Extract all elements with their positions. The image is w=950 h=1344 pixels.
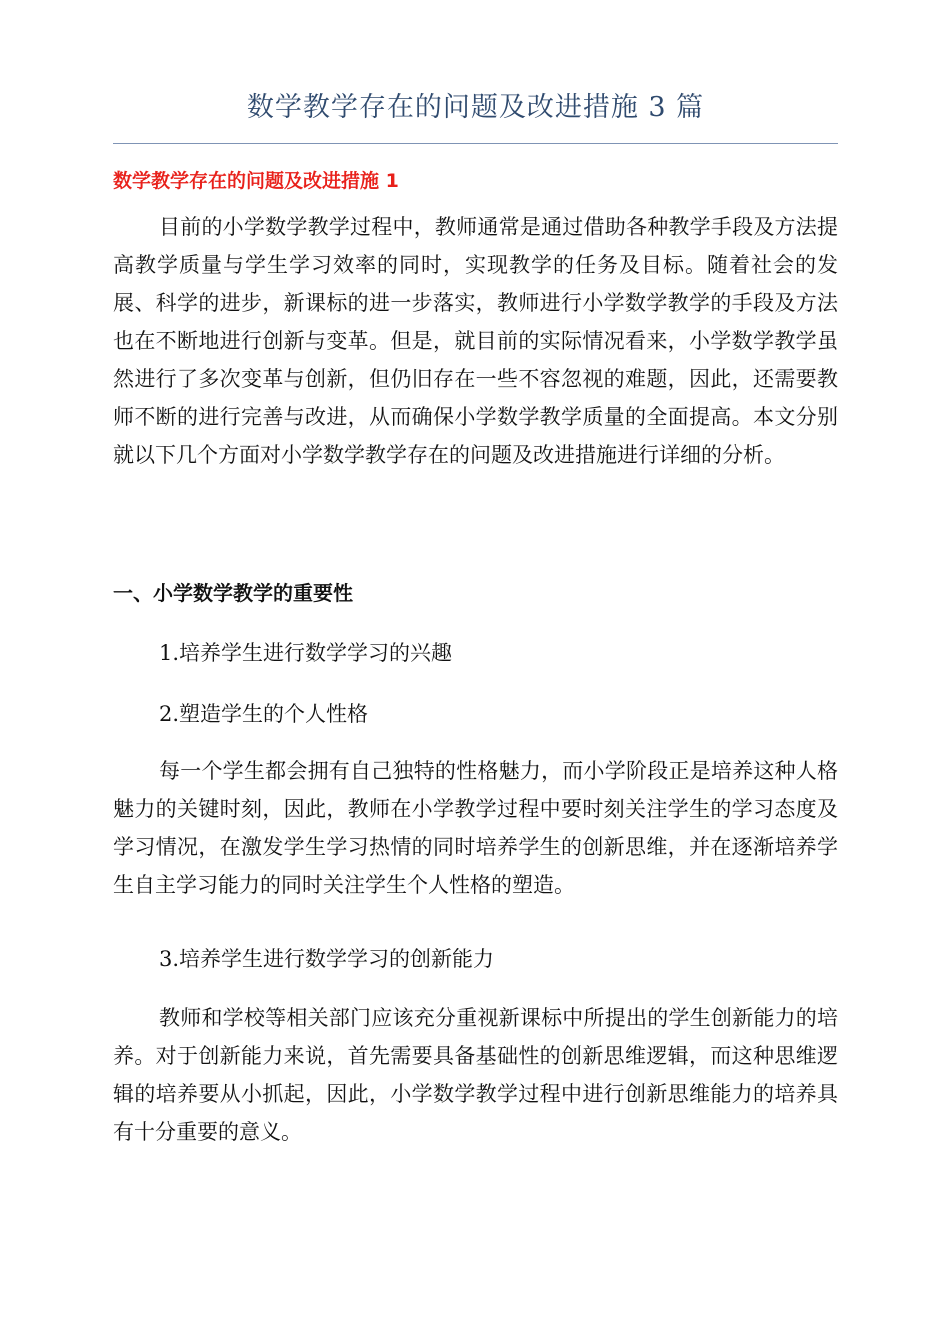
- intro-paragraph: 目前的小学数学教学过程中，教师通常是通过借助各种教学手段及方法提高教学质量与学生学习效率的同时，实现教学的任务及目标。随着社会的发展、科学的进步，新课标的进一步落实，教师进行小学数学教学的手段及方法也在不断地进行创新与变革。但是，就目前的实际情况看来，小学数学教学虽然进行了多次变革与创新，但仍旧存在一些不容忽视的难题，因此，还需要教师不断的进行完善与改进，从而确保小学数学教学质量的全面提高。本文分别就以下几个方面对小学数学教学存在的问题及改进措施进行详细的分析。: [113, 215, 838, 467]
- list-item-interest: 1.培养学生进行数学学习的兴趣: [159, 641, 453, 665]
- paragraph-innovation: 教师和学校等相关部门应该充分重视新课标中所提出的学生创新能力的培养。对于创新能力来说，首先需要具备基础性的创新思维逻辑，而这种思维逻辑的培养要从小抓起，因此，小学数学教学过程中进行创新思维能力的培养具有十分重要的意义。: [113, 1006, 838, 1144]
- heading-importance: 一、小学数学教学的重要性: [113, 581, 353, 605]
- document-title: 数学教学存在的问题及改进措施 3 篇: [246, 92, 705, 123]
- paragraph-personality: 每一个学生都会拥有自己独特的性格魅力，而小学阶段正是培养这种人格魅力的关键时刻，因此，教师在小学教学过程中要时刻关注学生的学习态度及学习情况，在激发学生学习热情的同时培养学生的创新思维，并在逐渐培养学生自主学习能力的同时关注学生个人性格的塑造。: [113, 759, 838, 897]
- title-divider: [113, 143, 838, 144]
- list-item-innovation: 3.培养学生进行数学学习的创新能力: [159, 947, 495, 971]
- list-item-personality: 2.塑造学生的个人性格: [159, 702, 369, 726]
- section-title: 数学教学存在的问题及改进措施 1: [113, 170, 399, 192]
